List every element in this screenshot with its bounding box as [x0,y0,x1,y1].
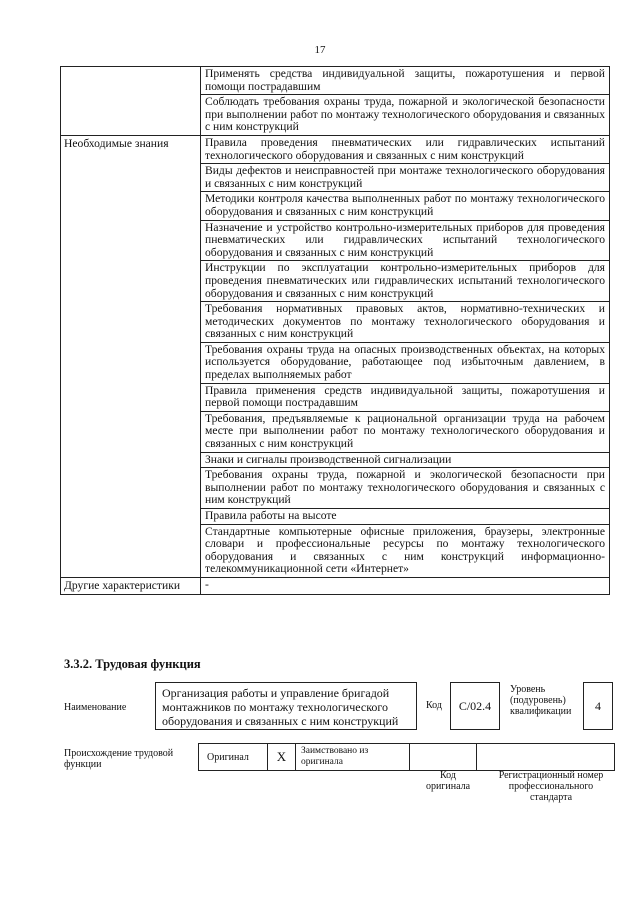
reg-number-cell [477,744,614,770]
origin-label: Происхождение трудовой функции [64,748,174,770]
row-description: Соблюдать требования охраны труда, пожарной и экологической безопасности при выполнении работ по монтажу технологического оборудования и связанных с ним конструкций [201,95,610,136]
row-description: Методики контроля качества выполненных работ по монтажу технологического оборудования и связанных с ним конструкций [201,192,610,220]
row-description: Требования охраны труда на опасных производственных объектах, на которых используется оборудование, работающее под избыточным давлением, в пределах выполняемых работ [201,342,610,383]
row-description: Правила работы на высоте [201,509,610,525]
borrowed-label: Заимствовано из оригинала [296,744,410,770]
table-row [61,67,610,95]
row-group-label [61,67,201,136]
page-number: 17 [314,44,326,56]
code-original-caption: Код оригинала [425,770,471,792]
row-description: Инструкции по эксплуатации контрольно-измерительных приборов для проведения пневматических или гидравлических испытаний технологического оборудования и связанных с ним конструкций [201,261,610,302]
row-description: Применять средства индивидуальной защиты, пожаротушения и первой помощи пострадавшим [201,67,610,95]
origin-row [198,743,615,771]
row-description: Правила применения средств индивидуальной защиты, пожаротушения и первой помощи пострадавшим [201,383,610,411]
row-group-label: Необходимые знания [61,135,201,577]
row-description: Требования, предъявляемые к рациональной организации труда на рабочем месте при выполнении работ по монтажу технологического оборудования и связанных с ним конструкций [201,411,610,452]
reg-number-caption: Регистрационный номер профессионального стандарта [498,770,604,803]
code-label: Код [426,700,442,711]
table-row [61,135,610,163]
function-code-value: C/02.4 [450,682,500,730]
level-label: Уровень (подуровень) квалификации [510,684,572,717]
section-heading: 3.3.2. Трудовая функция [64,657,201,671]
code-original-cell [410,744,477,770]
row-description: - [201,577,610,594]
row-description: Правила проведения пневматических или гидравлических испытаний технологического оборудования и связанных с ним конструкций [201,135,610,163]
row-description: Знаки и сигналы производственной сигнализации [201,452,610,468]
row-description: Виды дефектов и неисправностей при монтаже технологического оборудования и связанных с ним конструкций [201,164,610,192]
original-mark: X [268,744,296,770]
name-label: Наименование [64,702,127,713]
row-group-label: Другие характеристики [61,577,201,594]
table-row [61,577,610,594]
qualification-level-value: 4 [583,682,613,730]
row-description: Назначение и устройство контрольно-измерительных приборов для проведения пневматических или гидравлических испытаний технологического оборудования и связанных с ним конструкций [201,220,610,261]
knowledge-table [60,66,610,595]
row-description: Стандартные компьютерные офисные приложения, браузеры, электронные словари и профессиональные ресурсы по монтажу технологического оборудования и связанных с ним конструкций информационно-телекоммуникационной сети «Интернет» [201,524,610,577]
row-description: Требования нормативных правовых актов, нормативно-технических и методических документов по монтажу технологического оборудования и связанных с ним конструкций [201,302,610,343]
function-name-value: Организация работы и управление бригадой монтажников по монтажу технологического оборудования и связанных с ним конструкций [155,682,417,730]
row-description: Требования охраны труда, пожарной и экологической безопасности при выполнении работ по монтажу технологического оборудования и связанных с ним конструкций [201,468,610,509]
original-label: Оригинал [199,744,268,770]
